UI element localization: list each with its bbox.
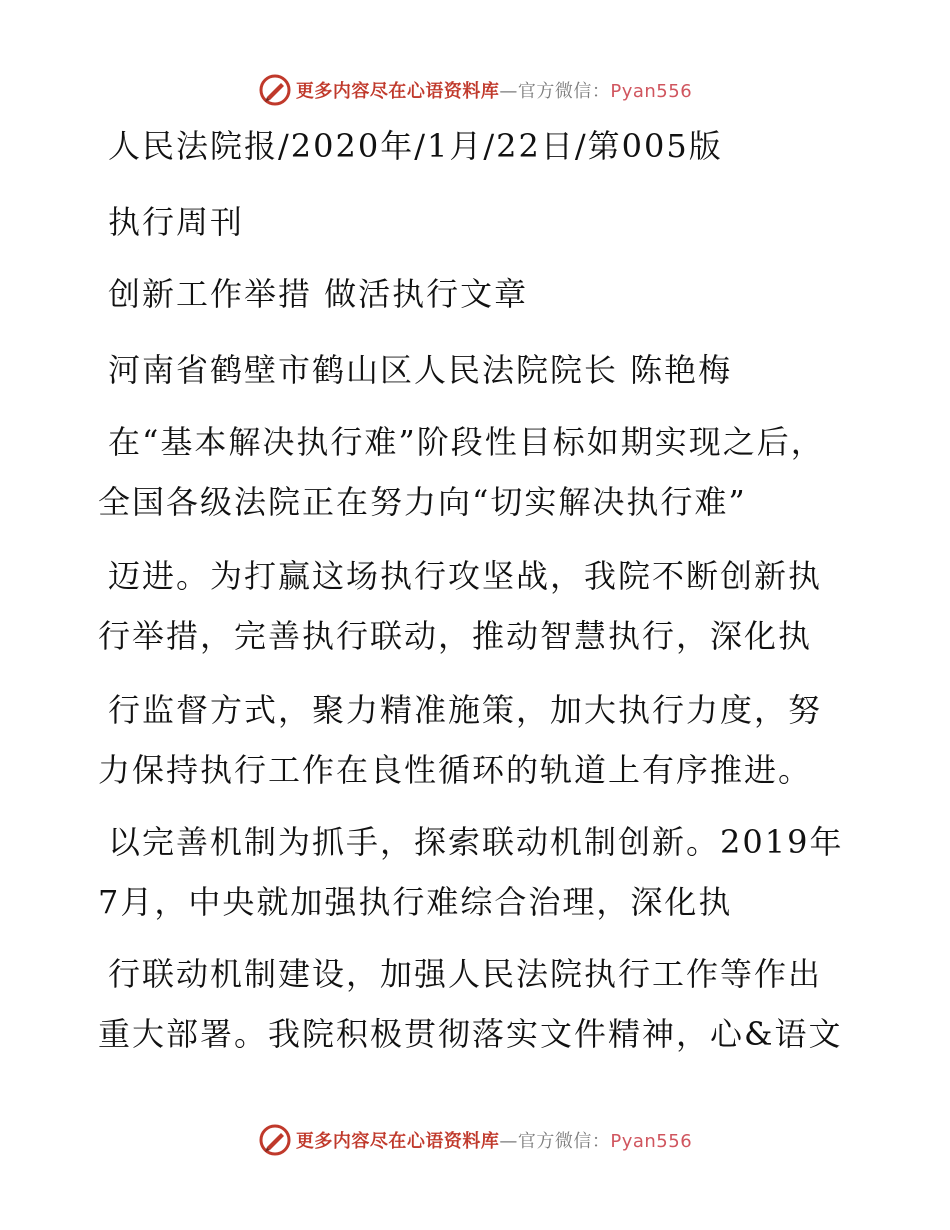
body-line: 在“基本解决执行难”阶段性目标如期实现之后， bbox=[108, 423, 825, 461]
pen-logo-icon bbox=[258, 1123, 292, 1157]
body-line: 7月，中央就加强执行难综合治理，深化执 bbox=[98, 883, 733, 921]
banner-prefix: 更多内容尽在心语资料库 bbox=[295, 81, 500, 102]
author-line: 河南省鹤壁市鹤山区人民法院院长 陈艳梅 bbox=[108, 351, 733, 389]
column-name: 执行周刊 bbox=[108, 203, 245, 241]
body-line: 重大部署。我院积极贯彻落实文件精神，心&语文 bbox=[98, 1015, 843, 1053]
banner-dash: — bbox=[499, 81, 518, 102]
banner-dash: — bbox=[499, 1131, 518, 1152]
body-line: 全国各级法院正在努力向“切实解决执行难” bbox=[98, 483, 747, 521]
banner-wechat-id: Pyan556 bbox=[610, 81, 693, 102]
banner-prefix: 更多内容尽在心语资料库 bbox=[295, 1131, 500, 1152]
body-line: 力保持执行工作在良性循环的轨道上有序推进。 bbox=[98, 751, 813, 789]
pen-logo-icon bbox=[258, 73, 292, 107]
article-title: 创新工作举措 做活执行文章 bbox=[108, 275, 529, 313]
banner-wechat-label: 官方微信： bbox=[517, 1131, 611, 1152]
banner-text bbox=[296, 77, 692, 103]
footer-watermark-banner bbox=[0, 1120, 950, 1160]
body-line: 以完善机制为抓手，探索联动机制创新。2019年 bbox=[108, 823, 844, 861]
body-line: 行联动机制建设，加强人民法院执行工作等作出 bbox=[108, 955, 823, 993]
banner-wechat-label: 官方微信： bbox=[517, 81, 611, 102]
body-line: 迈进。为打赢这场执行攻坚战，我院不断创新执 bbox=[108, 557, 823, 595]
header-watermark-banner bbox=[0, 70, 950, 110]
newspaper-source-line: 人民法院报/2020年/1月/22日/第005版 bbox=[108, 127, 723, 165]
body-line: 行监督方式，聚力精准施策，加大执行力度，努 bbox=[108, 691, 823, 729]
body-line: 行举措，完善执行联动，推动智慧执行，深化执 bbox=[98, 617, 813, 655]
banner-text bbox=[296, 1127, 692, 1153]
banner-wechat-id: Pyan556 bbox=[610, 1131, 693, 1152]
